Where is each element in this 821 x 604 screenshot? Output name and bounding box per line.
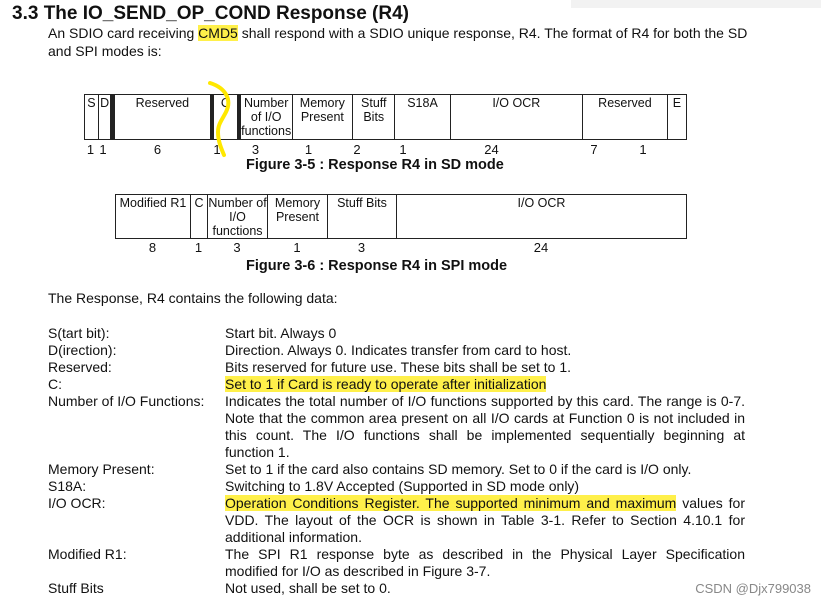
field-bit-width: 1 <box>99 142 107 157</box>
field-s18a: S18A <box>395 95 450 140</box>
section-title: 3.3 The IO_SEND_OP_COND Response (R4) <box>12 3 409 24</box>
field-bit-width: 24 <box>533 240 549 255</box>
definition-description: Operation Conditions Register. The supported minimum and maximum values for VDD. The layout of the OCR is shown in Table 3-1. Refer to Section 4.10.1 for additional information. <box>225 495 745 545</box>
definition-term: Modified R1: <box>48 546 127 562</box>
field-bit-width: 2 <box>353 142 361 157</box>
field-bit-width: 1 <box>639 142 647 157</box>
definition-term: Number of I/O Functions: <box>48 393 205 409</box>
field-bit-width: 24 <box>484 142 499 157</box>
field-bit-width: 3 <box>357 240 366 255</box>
spi-mode-format-table <box>115 194 687 239</box>
definition-term: C: <box>48 376 62 392</box>
response-intro: The Response, R4 contains the following data: <box>48 290 338 306</box>
intro-highlight-cmd5: CMD5 <box>198 25 238 41</box>
field-c: C <box>214 95 237 140</box>
field-bit-width: 6 <box>153 142 162 157</box>
definition-term: Stuff Bits <box>48 580 104 596</box>
field-i-o-ocr: I/O OCR <box>397 195 687 239</box>
field-bit-width: 7 <box>590 142 598 157</box>
field-e: E <box>667 95 686 140</box>
sd-figure-caption: Figure 3-5 : Response R4 in SD mode <box>246 157 504 173</box>
definition-term: S18A: <box>48 478 87 494</box>
section-intro <box>48 24 768 60</box>
sd-field-widths <box>84 142 687 158</box>
definition-term: S(tart bit): <box>48 325 110 341</box>
field-bit-width: 1 <box>304 142 313 157</box>
definition-description: Set to 1 if Card is ready to operate after initialization <box>225 376 547 392</box>
spi-figure-caption: Figure 3-6 : Response R4 in SPI mode <box>246 258 508 274</box>
field-bit-width: 1 <box>293 240 301 255</box>
field-bit-width: 1 <box>399 142 407 157</box>
sd-mode-format-table <box>84 94 687 140</box>
field-bit-width: 1 <box>213 142 221 157</box>
field-stuff-bits: Stuff Bits <box>328 195 397 239</box>
definition-description: Direction. Always 0. Indicates transfer from card to host. <box>225 342 572 358</box>
field-number-of-i-o-functions: Number of I/O functions <box>208 196 267 238</box>
field-c: C <box>191 195 208 239</box>
field-bit-width: 1 <box>86 142 95 157</box>
intro-text-before: An SDIO card receiving <box>48 25 199 41</box>
intro-text-after: shall respond with a SDIO unique response, R4. The format of R4 for both the SD and SPI modes is: <box>48 25 748 59</box>
field-s: S <box>85 95 99 140</box>
field-modified-r1: Modified R1 <box>116 195 191 239</box>
spi-field-widths <box>115 240 686 256</box>
viewer-top-bar <box>571 0 821 8</box>
field-i-o-ocr: I/O OCR <box>450 95 582 140</box>
field-number-of-i-o-functions: Number of I/O functions <box>241 96 292 138</box>
field-reserved: Reserved <box>114 95 210 140</box>
definition-description: Indicates the total number of I/O functions supported by this card. The range is 0-7. Note that the common area present on all I/O cards at Function 0 is not included in this count. The I/O functions shall be implemented sequentially beginning at function 1. <box>225 393 745 460</box>
field-d: D <box>98 95 111 140</box>
definition-description: Bits reserved for future use. These bits shall be set to 1. <box>225 359 572 375</box>
field-memory-present: Memory Present <box>292 95 352 140</box>
definition-description: The SPI R1 response byte as described in the Physical Layer Specification modified for I/O as described in Figure 3-7. <box>225 546 745 579</box>
watermark: CSDN @Djx799038 <box>695 581 811 596</box>
field-memory-present: Memory Present <box>268 195 328 239</box>
field-stuff-bits: Stuff Bits <box>353 95 395 140</box>
definition-description: Set to 1 if the card also contains SD memory. Set to 0 if the card is I/O only. <box>225 461 692 477</box>
field-bit-width: 1 <box>194 240 203 255</box>
definition-term: I/O OCR: <box>48 495 106 511</box>
field-bit-width: 8 <box>148 240 157 255</box>
field-reserved: Reserved <box>583 95 668 140</box>
definition-description: Not used, shall be set to 0. <box>225 580 391 596</box>
definition-term: D(irection): <box>48 342 117 358</box>
field-bit-width: 3 <box>233 240 241 255</box>
definition-description: Switching to 1.8V Accepted (Supported in SD mode only) <box>225 478 580 494</box>
definition-term: Memory Present: <box>48 461 155 477</box>
sd-fields-row <box>85 95 687 140</box>
field-bit-width: 3 <box>251 142 260 157</box>
spi-fields-row <box>116 195 687 239</box>
definition-term: Reserved: <box>48 359 112 375</box>
definition-description: Start bit. Always 0 <box>225 325 337 341</box>
